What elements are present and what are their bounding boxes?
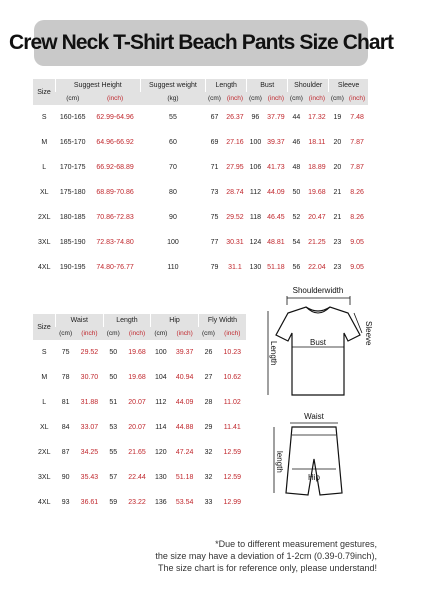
shirt-group-bust: Bust bbox=[247, 79, 288, 92]
shirt-cell: 165-170 bbox=[59, 139, 86, 146]
shirt-cell: 70.86-72.83 bbox=[96, 214, 134, 221]
shirt-cell: 74.80-76.77 bbox=[96, 264, 134, 271]
pants-size-label: S bbox=[41, 349, 47, 356]
shirt-size-label: 3XL bbox=[38, 239, 51, 246]
shirt-row-s bbox=[33, 105, 368, 130]
unit-cell: (cm) bbox=[206, 92, 223, 105]
shirt-size-header: Size bbox=[33, 79, 56, 105]
pants-length-label: length bbox=[275, 451, 284, 473]
pants-cell: 10.62 bbox=[223, 374, 242, 381]
shirt-cell: 67 bbox=[210, 114, 219, 121]
pants-cell: 104 bbox=[155, 374, 167, 381]
shirt-row-xl bbox=[33, 180, 368, 205]
unit-cell: (cm) bbox=[56, 92, 91, 105]
pants-group-fly-width: Fly Width bbox=[198, 314, 246, 327]
pants-cell: 10.23 bbox=[223, 349, 242, 356]
shirt-cell: 46 bbox=[292, 139, 301, 146]
shirt-cell: 21 bbox=[333, 214, 342, 221]
shirt-group-weight: Suggest weight bbox=[140, 79, 206, 92]
shirt-size-table bbox=[33, 79, 368, 280]
pants-row-4xl bbox=[33, 490, 246, 515]
pants-cell: 93 bbox=[61, 499, 70, 506]
shirt-cell: 39.37 bbox=[267, 139, 285, 146]
note-line: the size may have a deviation of 1-2cm (0.39-0.79inch), bbox=[155, 551, 377, 561]
shirt-cell: 19.68 bbox=[308, 189, 326, 196]
shirt-cell: 68.89-70.86 bbox=[96, 189, 134, 196]
shirt-cell: 124 bbox=[249, 239, 262, 246]
pants-cell: 40.94 bbox=[175, 374, 194, 381]
shirt-cell: 46.45 bbox=[267, 214, 285, 221]
shirt-cell: 17.32 bbox=[308, 114, 326, 121]
pants-cell: 27 bbox=[204, 374, 213, 381]
pants-row-xl bbox=[33, 415, 246, 440]
pants-cell: 53.54 bbox=[175, 499, 194, 506]
unit-cell: (kg) bbox=[140, 92, 206, 105]
shirt-cell: 20 bbox=[333, 139, 342, 146]
shirt-cell: 20.47 bbox=[308, 214, 326, 221]
pants-row-2xl bbox=[33, 440, 246, 465]
pants-size-label: 2XL bbox=[38, 449, 51, 456]
pants-cell: 51.18 bbox=[175, 474, 194, 481]
shirt-cell: 72.83-74.80 bbox=[96, 239, 134, 246]
pants-header-row bbox=[33, 314, 246, 327]
pants-group-length: Length bbox=[103, 314, 151, 327]
pants-cell: 136 bbox=[155, 499, 167, 506]
shirt-cell: 52 bbox=[292, 214, 301, 221]
shirt-cell: 71 bbox=[210, 164, 219, 171]
unit-cell: (cm) bbox=[288, 92, 305, 105]
shirt-cell: 73 bbox=[210, 189, 219, 196]
pants-size-label: M bbox=[41, 374, 48, 381]
shirt-cell: 56 bbox=[292, 264, 301, 271]
shirt-cell: 112 bbox=[249, 189, 262, 196]
note-line: The size chart is for reference only, please understand! bbox=[158, 563, 377, 573]
shirt-cell: 26.37 bbox=[226, 114, 244, 121]
unit-cell: (inch) bbox=[264, 92, 288, 105]
pants-cell: 53 bbox=[109, 424, 118, 431]
shirt-cell: 160-165 bbox=[59, 114, 86, 121]
shirt-cell: 66.92-68.89 bbox=[96, 164, 134, 171]
shirt-cell: 90 bbox=[169, 214, 177, 221]
unit-cell: (cm) bbox=[247, 92, 264, 105]
pants-cell: 12.59 bbox=[223, 474, 242, 481]
tshirt-icon bbox=[276, 307, 360, 395]
pants-cell: 81 bbox=[61, 399, 70, 406]
pants-size-label: XL bbox=[39, 424, 49, 431]
shirt-group-height: Suggest Height bbox=[56, 79, 141, 92]
shirt-cell: 79 bbox=[210, 264, 219, 271]
pants-cell: 20.07 bbox=[128, 399, 146, 406]
shirt-cell: 9.05 bbox=[350, 264, 364, 271]
pants-cell: 84 bbox=[61, 424, 70, 431]
shirt-row-3xl bbox=[33, 230, 368, 255]
shirt-header-row bbox=[33, 79, 368, 92]
pants-cell: 30.70 bbox=[80, 374, 99, 381]
pants-size-label: 4XL bbox=[38, 499, 51, 506]
pants-cell: 35.43 bbox=[80, 474, 99, 481]
shirt-cell: 28.74 bbox=[226, 189, 244, 196]
shirt-cell: 8.26 bbox=[350, 189, 364, 196]
measurement-note bbox=[155, 538, 377, 574]
shirt-cell: 7.87 bbox=[350, 139, 364, 146]
shirt-cell: 69 bbox=[210, 139, 219, 146]
shirt-cell: 75 bbox=[210, 214, 219, 221]
shirt-cell: 130 bbox=[249, 264, 262, 271]
shirt-cell: 27.16 bbox=[226, 139, 244, 146]
shirt-cell: 18.89 bbox=[308, 164, 326, 171]
unit-cell: (inch) bbox=[90, 92, 140, 105]
shirt-cell: 9.05 bbox=[350, 239, 364, 246]
shirt-cell: 7.48 bbox=[350, 114, 364, 121]
unit-cell: (cm) bbox=[329, 92, 346, 105]
shirt-cell: 190-195 bbox=[59, 264, 86, 271]
pants-cell: 29.52 bbox=[80, 349, 99, 356]
pants-cell: 90 bbox=[61, 474, 70, 481]
shirt-cell: 50 bbox=[292, 189, 301, 196]
shorts-icon bbox=[286, 427, 342, 495]
shirt-group-sleeve: Sleeve bbox=[329, 79, 368, 92]
page-title: Crew Neck T-Shirt Beach Pants Size Chart bbox=[8, 31, 394, 54]
unit-cell: (cm) bbox=[198, 327, 218, 340]
shirt-cell: 100 bbox=[249, 139, 262, 146]
shirt-cell: 29.52 bbox=[226, 214, 244, 221]
pants-size-table bbox=[33, 314, 246, 515]
shirt-cell: 31.1 bbox=[228, 264, 242, 271]
unit-cell: (inch) bbox=[219, 327, 246, 340]
shirt-cell: 60 bbox=[169, 139, 177, 146]
pants-cell: 12.99 bbox=[223, 499, 242, 506]
waist-label: Waist bbox=[304, 412, 324, 421]
pants-cell: 31.88 bbox=[80, 399, 99, 406]
shirt-cell: 106 bbox=[249, 164, 262, 171]
pants-cell: 50 bbox=[109, 374, 118, 381]
pants-cell: 19.68 bbox=[128, 349, 146, 356]
garment-diagram bbox=[262, 283, 382, 513]
shirt-cell: 110 bbox=[167, 264, 179, 271]
shirt-size-label: 4XL bbox=[38, 264, 51, 271]
shirt-cell: 51.18 bbox=[267, 264, 285, 271]
pants-cell: 29 bbox=[204, 424, 213, 431]
shirt-cell: 19 bbox=[333, 114, 342, 121]
shirt-cell: 21.25 bbox=[308, 239, 326, 246]
shirt-row-m bbox=[33, 130, 368, 155]
pants-cell: 75 bbox=[61, 349, 70, 356]
shirt-size-label: L bbox=[42, 164, 47, 171]
shirt-cell: 37.79 bbox=[267, 114, 285, 121]
shirt-cell: 48 bbox=[292, 164, 301, 171]
unit-cell: (inch) bbox=[123, 327, 150, 340]
shirt-length-label: Length bbox=[269, 341, 278, 366]
pants-cell: 34.25 bbox=[80, 449, 99, 456]
shirt-cell: 185-190 bbox=[59, 239, 86, 246]
pants-row-s bbox=[33, 340, 246, 365]
pants-cell: 11.02 bbox=[223, 399, 241, 406]
unit-cell: (inch) bbox=[223, 92, 247, 105]
shirt-size-label: XL bbox=[39, 189, 49, 196]
shirt-cell: 96 bbox=[251, 114, 260, 121]
pants-cell: 55 bbox=[109, 449, 118, 456]
unit-cell: (cm) bbox=[151, 327, 171, 340]
shirt-cell: 20 bbox=[333, 164, 342, 171]
shirt-cell: 30.31 bbox=[226, 239, 244, 246]
shirt-cell: 77 bbox=[210, 239, 219, 246]
pants-cell: 114 bbox=[155, 424, 167, 431]
bust-label: Bust bbox=[309, 338, 327, 347]
pants-unit-row bbox=[33, 327, 246, 340]
shirt-cell: 27.95 bbox=[226, 164, 244, 171]
shirt-cell: 180-185 bbox=[59, 214, 86, 221]
pants-group-waist: Waist bbox=[56, 314, 104, 327]
shirt-cell: 175-180 bbox=[59, 189, 86, 196]
pants-size-header: Size bbox=[33, 314, 56, 340]
pants-size-label: 3XL bbox=[38, 474, 51, 481]
pants-cell: 12.59 bbox=[223, 449, 242, 456]
shirt-size-label: 2XL bbox=[38, 214, 51, 221]
sleeve-label: Sleeve bbox=[364, 321, 373, 346]
pants-row-m bbox=[33, 365, 246, 390]
shirt-cell: 22.04 bbox=[308, 264, 326, 271]
shirt-cell: 64.96-66.92 bbox=[96, 139, 134, 146]
pants-cell: 33 bbox=[204, 499, 213, 506]
pants-cell: 22.44 bbox=[128, 474, 146, 481]
pants-cell: 11.41 bbox=[223, 424, 241, 431]
shirt-cell: 170-175 bbox=[59, 164, 86, 171]
pants-cell: 21.65 bbox=[128, 449, 146, 456]
shirt-cell: 54 bbox=[292, 239, 301, 246]
title-banner bbox=[8, 20, 394, 66]
shirt-unit-row bbox=[33, 92, 368, 105]
pants-cell: 32 bbox=[204, 449, 213, 456]
pants-cell: 57 bbox=[109, 474, 118, 481]
pants-cell: 39.37 bbox=[175, 349, 194, 356]
pants-cell: 50 bbox=[109, 349, 118, 356]
shirt-cell: 41.73 bbox=[267, 164, 285, 171]
shirt-cell: 100 bbox=[167, 239, 179, 246]
pants-cell: 20.07 bbox=[128, 424, 146, 431]
shirt-cell: 80 bbox=[169, 189, 177, 196]
pants-row-l bbox=[33, 390, 246, 415]
pants-cell: 87 bbox=[61, 449, 70, 456]
pants-cell: 32 bbox=[204, 474, 213, 481]
pants-size-label: L bbox=[42, 399, 47, 406]
shirt-size-label: S bbox=[41, 114, 47, 121]
pants-cell: 33.07 bbox=[80, 424, 99, 431]
pants-cell: 44.09 bbox=[175, 399, 194, 406]
shirt-row-2xl bbox=[33, 205, 368, 230]
unit-cell: (inch) bbox=[171, 327, 198, 340]
pants-cell: 130 bbox=[155, 474, 167, 481]
shirt-cell: 62.99-64.96 bbox=[96, 114, 134, 121]
pants-cell: 26 bbox=[204, 349, 213, 356]
shirt-cell: 7.87 bbox=[350, 164, 364, 171]
shirt-cell: 44.09 bbox=[267, 189, 285, 196]
pants-cell: 120 bbox=[155, 449, 167, 456]
shirt-cell: 118 bbox=[249, 214, 262, 221]
shirt-cell: 44 bbox=[292, 114, 301, 121]
shirt-cell: 23 bbox=[333, 239, 342, 246]
unit-cell: (inch) bbox=[305, 92, 329, 105]
shirt-group-shoulder: Shoulder bbox=[288, 79, 329, 92]
note-line: *Due to different measurement gestures, bbox=[215, 539, 377, 549]
pants-cell: 59 bbox=[109, 499, 118, 506]
shirt-cell: 18.11 bbox=[308, 139, 326, 146]
pants-cell: 78 bbox=[61, 374, 70, 381]
shirt-cell: 70 bbox=[169, 164, 177, 171]
unit-cell: (inch) bbox=[346, 92, 368, 105]
pants-cell: 28 bbox=[204, 399, 213, 406]
pants-cell: 23.22 bbox=[128, 499, 146, 506]
shirt-row-4xl bbox=[33, 255, 368, 280]
hip-label: Hip bbox=[307, 473, 321, 482]
shirt-cell: 21 bbox=[333, 189, 342, 196]
unit-cell: (cm) bbox=[103, 327, 123, 340]
shirt-cell: 55 bbox=[169, 114, 177, 121]
pants-cell: 44.88 bbox=[175, 424, 194, 431]
pants-cell: 100 bbox=[155, 349, 167, 356]
pants-cell: 36.61 bbox=[80, 499, 99, 506]
pants-cell: 47.24 bbox=[175, 449, 194, 456]
shirt-cell: 23 bbox=[333, 264, 342, 271]
shirt-cell: 8.26 bbox=[350, 214, 364, 221]
pants-group-hip: Hip bbox=[151, 314, 199, 327]
shirt-row-l bbox=[33, 155, 368, 180]
unit-cell: (inch) bbox=[76, 327, 103, 340]
unit-cell: (cm) bbox=[56, 327, 76, 340]
pants-row-3xl bbox=[33, 465, 246, 490]
shirt-size-label: M bbox=[41, 139, 48, 146]
pants-cell: 112 bbox=[155, 399, 167, 406]
pants-cell: 51 bbox=[109, 399, 118, 406]
shirt-group-length: Length bbox=[206, 79, 247, 92]
pants-cell: 19.68 bbox=[128, 374, 146, 381]
shirt-cell: 48.81 bbox=[267, 239, 285, 246]
shoulder-label: Shoulderwidth bbox=[292, 286, 344, 295]
